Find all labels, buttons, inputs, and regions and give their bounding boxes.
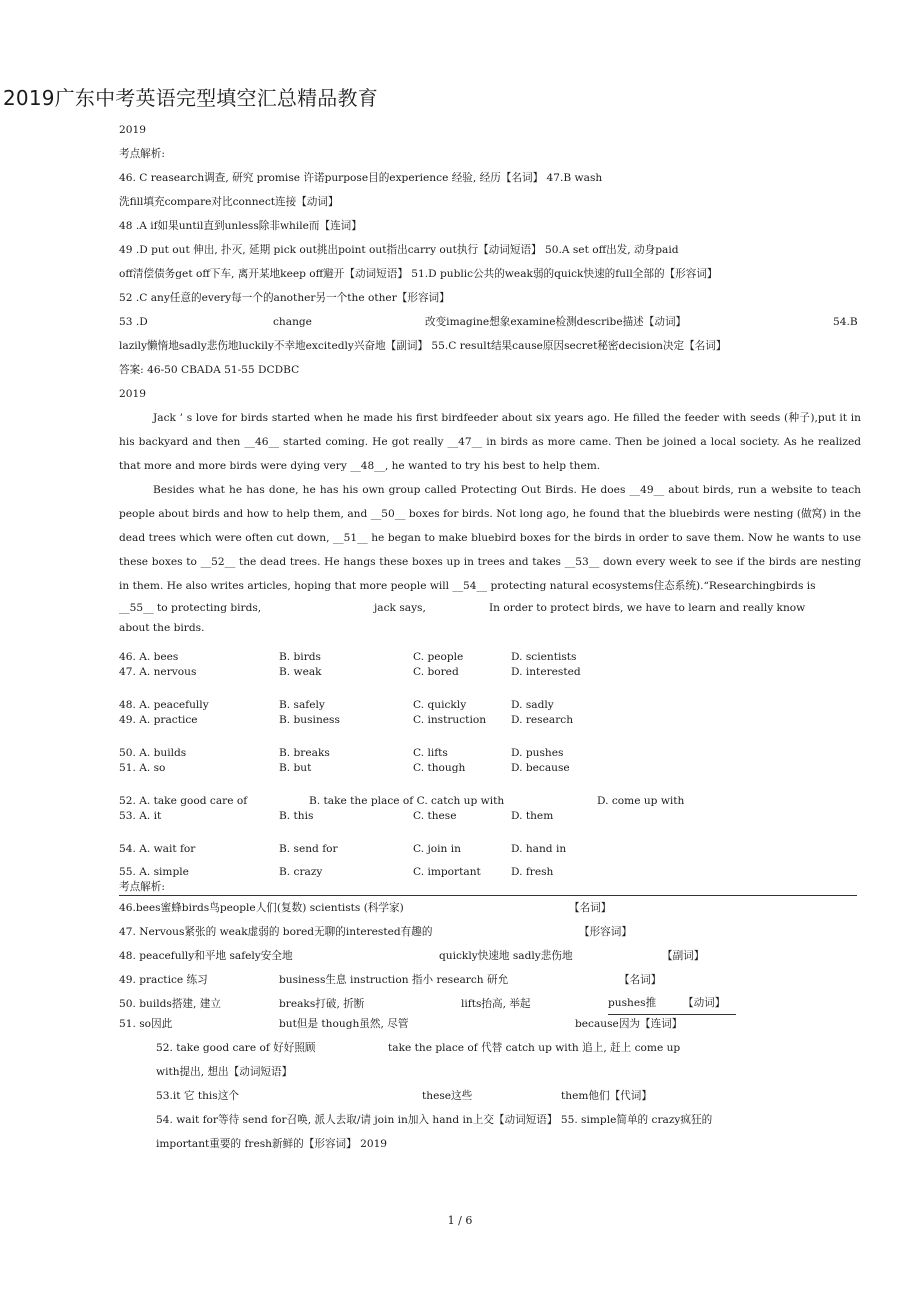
answer-key: 答案: 46-50 CBADA 51-55 DCDBC [119, 364, 300, 376]
analysis2-48-tag: 【副词】 [662, 950, 705, 962]
passage-p3-part2: jack says, [374, 602, 426, 614]
question-46 [119, 650, 861, 665]
option-d: D. research [511, 714, 574, 726]
option-d: D. fresh [511, 866, 554, 878]
option-a: 54. A. wait for [119, 843, 196, 855]
page-title: 2019广东中考英语完型填空汇总精品教育 [3, 86, 378, 110]
analysis2-47-text: 47. Nervous紧张的 weak虚弱的 bored无聊的interested有趣的 [119, 926, 433, 938]
passage-paragraph-3 [119, 598, 861, 618]
analysis-heading: 考点解析: [119, 148, 165, 160]
passage-p3-part1: __55__ to protecting birds, [119, 602, 262, 614]
option-c: C. instruction [413, 714, 487, 726]
analysis2-47-tag: 【形容词】 [579, 926, 632, 938]
option-d: D. scientists [511, 651, 577, 663]
analysis2-52 [119, 1036, 861, 1060]
option-b: B. safely [279, 699, 325, 711]
analysis2-48-a: 48. peacefully和平地 safely安全地 [119, 950, 293, 962]
option-c: C. these [413, 810, 457, 822]
option-d: D. come up with [597, 795, 685, 807]
analysis2-51-a: 51. so因此 [119, 1018, 173, 1030]
analysis-line-46: 46. C reasearch调查, 研究 promise 许诺purpose目的experience 经验, 经历【名词】 47.B wash [119, 172, 603, 184]
analysis2-heading: 考点解析: [119, 881, 165, 893]
analysis2-53-b: these这些 [422, 1090, 473, 1102]
option-a: 48. A. peacefully [119, 699, 209, 711]
option-a: 49. A. practice [119, 714, 198, 726]
analysis2-46-tag: 【名词】 [569, 902, 612, 914]
question-55 [119, 865, 861, 880]
passage-paragraph-1: Jack ’ s love for birds started when he made his first birdfeeder about six years ago. He filled the feeder with seeds (种子),put it in his backyard and then __46__ started coming. He got really __47__ in birds as more came. Then be joined a local society. As he realized that more and more birds were dying very __48__, he wanted to try his best to help them. [119, 412, 861, 472]
option-b: B. this [279, 810, 314, 822]
question-47 [119, 665, 861, 680]
option-a: 47. A. nervous [119, 666, 197, 678]
option-d: D. interested [511, 666, 581, 678]
option-b: B. birds [279, 651, 321, 663]
question-50 [119, 746, 861, 761]
analysis2-49-tag: 【名词】 [619, 974, 662, 986]
option-d: D. pushes [511, 747, 564, 759]
analysis-54-num: 54.B [833, 316, 858, 328]
analysis2-51-b: but但是 though虽然, 尽管 [279, 1018, 409, 1030]
analysis2-50-b: breaks打破, 折断 [279, 998, 365, 1010]
option-b: B. breaks [279, 747, 330, 759]
analysis-line-50: off清偿债务get off下车, 离开某地keep off避开【动词短语】 51.D public公共的weak弱的quick快速的full全部的【形容词】 [119, 268, 718, 280]
question-53 [119, 809, 861, 824]
analysis-53-word: change [273, 316, 312, 328]
analysis-line-52: 52 .C any任意的every每一个的another另一个the other【形容词】 [119, 292, 450, 304]
option-c: C. quickly [413, 699, 467, 711]
analysis2-46 [119, 896, 861, 920]
option-b: B. send for [279, 843, 338, 855]
analysis2-55: important重要的 fresh新鲜的【形容词】 2019 [156, 1138, 388, 1150]
analysis2-50-d: pushes推 【动词】 [608, 992, 736, 1015]
option-d: D. them [511, 810, 554, 822]
analysis2-50-c: lifts抬高, 举起 [461, 998, 531, 1010]
analysis2-48-b: quickly快速地 sadly悲伤地 [439, 950, 573, 962]
option-b: B. crazy [279, 866, 323, 878]
analysis2-54: 54. wait for等待 send for召唤, 派人去取/请 join in加入 hand in上交【动词短语】 55. simple简单的 crazy疯狂的 [156, 1114, 713, 1126]
option-c: C. though [413, 762, 466, 774]
analysis2-53-c: them他们【代词】 [561, 1090, 652, 1102]
option-a: 52. A. take good care of [119, 795, 248, 807]
option-c: C. lifts [413, 747, 448, 759]
analysis2-52-cont: with提出, 想出【动词短语】 [156, 1066, 293, 1078]
analysis2-49-a: 49. practice 练习 [119, 974, 208, 986]
analysis2-51 [119, 1012, 861, 1036]
option-a: 55. A. simple [119, 866, 189, 878]
question-54 [119, 842, 861, 857]
analysis2-47 [119, 920, 861, 944]
analysis-53-rest: 改变imagine想象examine检测describe描述【动词】 [425, 316, 687, 328]
document-body [119, 118, 861, 1156]
option-d: D. sadly [511, 699, 554, 711]
option-d: D. because [511, 762, 570, 774]
question-51 [119, 761, 861, 776]
passage-p3-end: about the birds. [119, 622, 205, 634]
question-48 [119, 698, 861, 713]
analysis-line-54: lazily懒惰地sadly悲伤地luckily不幸地excitedly兴奋地【副词】 55.C result结果cause原因secret秘密decision决定【名词】 [119, 340, 727, 352]
option-d: D. hand in [511, 843, 567, 855]
analysis2-53 [119, 1084, 861, 1108]
analysis-53-num: 53 .D [119, 316, 148, 328]
option-a: 46. A. bees [119, 651, 179, 663]
analysis2-50-tag: 【动词】 [683, 997, 726, 1009]
year-label: 2019 [119, 124, 146, 136]
analysis2-48 [119, 944, 861, 968]
analysis2-49 [119, 968, 861, 992]
option-a: 53. A. it [119, 810, 162, 822]
passage-p3-part3: In order to protect birds, we have to learn and really know [489, 602, 806, 614]
option-a: 51. A. so [119, 762, 166, 774]
analysis2-51-c: because因为【连词】 [575, 1018, 683, 1030]
question-52 [119, 794, 861, 809]
analysis-line-48: 48 .A if如果until直到unless除非while而【连词】 [119, 220, 362, 232]
option-c: C. join in [413, 843, 461, 855]
option-b: B. business [279, 714, 340, 726]
passage-paragraph-2: Besides what he has done, he has his own group called Protecting Out Birds. He does __49__ about birds, run a website to teach people about birds and how to help them, and __50__ boxes for birds. Not long ago, he found that the bluebirds were nesting (做窝) in the dead trees which were often cut down, __51__ he began to make bluebird boxes for the birds in order to save them. Now he wants to use these boxes to __52__ the dead trees. He hangs these boxes up in trees and takes __53__ down every week to see if the birds are nesting in them. He also writes articles, hoping that more people will __54__ protecting natural ecosystems住态系统).“Researchingbirds is [119, 484, 861, 592]
analysis2-46-text: 46.bees蜜蜂birds鸟people人们(复数) scientists (科学家) [119, 902, 404, 914]
analysis2-49-b: business生息 instruction 指小 research 研允 [279, 974, 509, 986]
analysis2-50-a: 50. builds搭建, 建立 [119, 998, 221, 1010]
option-c: C. important [413, 866, 481, 878]
option-c: C. people [413, 651, 464, 663]
analysis-line-49: 49 .D put out 伸出, 扑灭, 延期 pick out挑出point out指出carry out执行【动词短语】 50.A set off出发, 动身paid [119, 244, 679, 256]
analysis2-50 [119, 992, 861, 1012]
question-49 [119, 713, 861, 728]
analysis-line-47: 洗fill填充compare对比connect连接【动词】 [119, 196, 339, 208]
option-a: 50. A. builds [119, 747, 187, 759]
analysis2-52-a: 52. take good care of 好好照顾 [156, 1042, 316, 1054]
analysis-line-53 [119, 310, 861, 334]
option-c: C. bored [413, 666, 459, 678]
year-label-2: 2019 [119, 388, 146, 400]
page-number: 1 / 6 [447, 1214, 473, 1227]
analysis2-53-a: 53.it 它 this这个 [156, 1090, 239, 1102]
option-bc: B. take the place of C. catch up with [309, 795, 505, 807]
option-b: B. weak [279, 666, 322, 678]
option-b: B. but [279, 762, 312, 774]
analysis2-52-b: take the place of 代替 catch up with 追上, 赶上 come up [388, 1042, 681, 1054]
